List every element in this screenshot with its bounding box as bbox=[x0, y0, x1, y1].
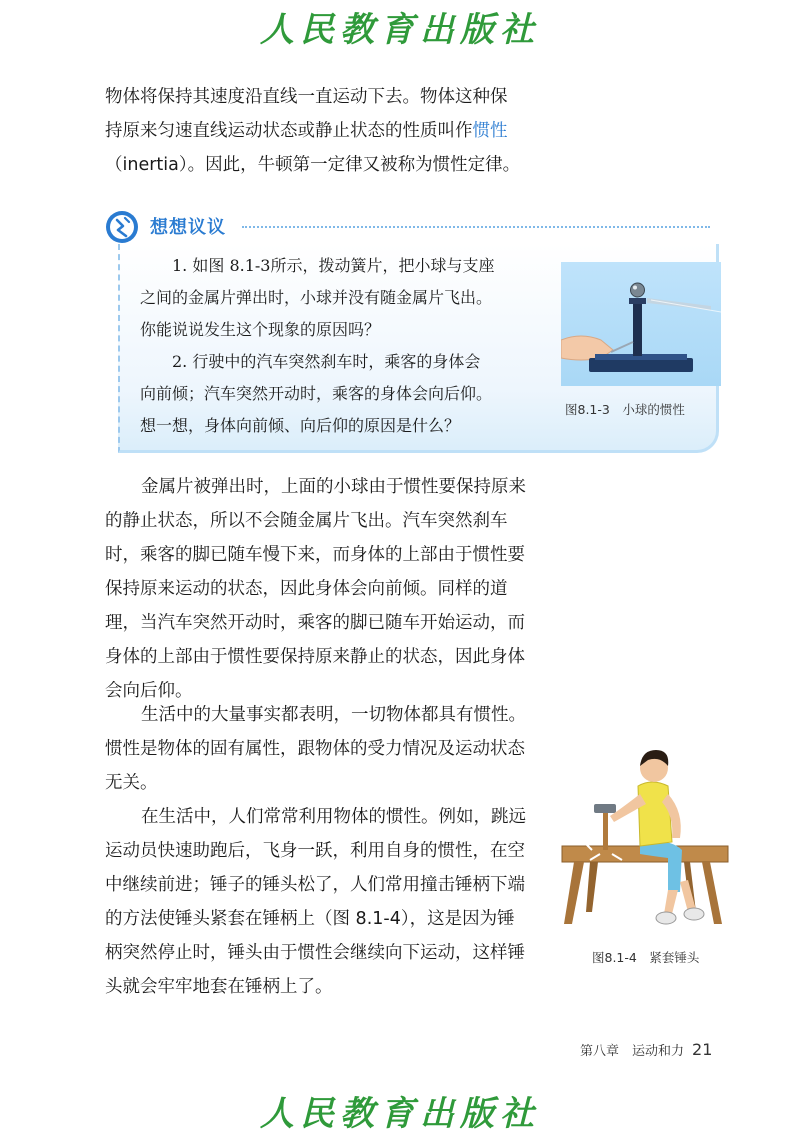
publisher-watermark-top: 人民教育出版社 bbox=[260, 10, 540, 50]
intro-line-1: 物体将保持其速度沿直线一直运动下去。物体这种保 bbox=[105, 87, 508, 107]
intro-line-3: （inertia）。因此，牛顿第一定律又被称为惯性定律。 bbox=[105, 155, 521, 175]
page-footer bbox=[580, 1040, 712, 1059]
discussion-question-2 bbox=[140, 346, 560, 442]
body-paragraph-2 bbox=[105, 698, 550, 800]
term-inertia: 惯性 bbox=[472, 121, 508, 141]
intro-line-2 bbox=[105, 114, 550, 148]
figure-1-caption: 图8.1-3 小球的惯性 bbox=[565, 402, 685, 417]
p3-line: 在生活中，人们常常利用物体的惯性。例如，跳远 bbox=[141, 807, 526, 827]
ball-apparatus-illustration bbox=[561, 262, 721, 386]
discussion-title: 想想议议 bbox=[150, 217, 226, 238]
body-paragraph-3 bbox=[105, 800, 550, 1004]
figure-ball-inertia bbox=[561, 262, 721, 386]
p1-line: 身体的上部由于惯性要保持原来静止的状态，因此身体 bbox=[105, 647, 525, 667]
page-number: 21 bbox=[692, 1040, 713, 1059]
q1-line: 之间的金属片弹出时，小球并没有随金属片飞出。 bbox=[140, 288, 493, 307]
body-paragraph-1 bbox=[105, 470, 550, 708]
boy-hammer-illustration bbox=[560, 742, 730, 932]
q2-line: 2. 行驶中的汽车突然刹车时，乘客的身体会 bbox=[172, 352, 481, 371]
q1-line: 1. 如图 8.1-3所示，拨动簧片，把小球与支座 bbox=[172, 256, 495, 275]
discussion-bulb-icon bbox=[104, 209, 140, 245]
p3-line: 头就会牢牢地套在锤柄上了。 bbox=[105, 977, 333, 997]
p3-line: 柄突然停止时，锤头由于惯性会继续向下运动，这样锤 bbox=[105, 943, 525, 963]
p3-line: 的方法使锤头紧套在锤柄上（图 8.1-4），这是因为锤 bbox=[105, 909, 515, 929]
figure-2-caption: 图8.1-4 紧套锤头 bbox=[592, 950, 700, 965]
figure-hammer-head bbox=[560, 742, 730, 932]
p2-line: 生活中的大量事实都表明，一切物体都具有惯性。 bbox=[141, 705, 526, 725]
intro-paragraph bbox=[105, 80, 550, 182]
p3-line: 运动员快速助跑后，飞身一跃，利用自身的惯性，在空 bbox=[105, 841, 525, 861]
q2-line: 想一想，身体向前倾、向后仰的原因是什么？ bbox=[140, 416, 461, 435]
intro-line-2-text: 持原来匀速直线运动状态或静止状态的性质叫作 bbox=[105, 121, 473, 141]
q1-line: 你能说说发生这个现象的原因吗？ bbox=[140, 320, 381, 339]
discussion-title-rule bbox=[242, 226, 710, 228]
p1-line: 保持原来运动的状态，因此身体会向前倾。同样的道 bbox=[105, 579, 508, 599]
q2-line: 向前倾；汽车突然开动时，乘客的身体会向后仰。 bbox=[140, 384, 493, 403]
p1-line: 的静止状态，所以不会随金属片飞出。汽车突然刹车 bbox=[105, 511, 508, 531]
p1-line: 理，当汽车突然开动时，乘客的脚已随车开始运动，而 bbox=[105, 613, 525, 633]
p1-line: 时，乘客的脚已随车慢下来，而身体的上部由于惯性要 bbox=[105, 545, 525, 565]
publisher-watermark-bottom: 人民教育出版社 bbox=[260, 1094, 540, 1134]
p3-line: 中继续前进；锤子的锤头松了，人们常用撞击锤柄下端 bbox=[105, 875, 525, 895]
p1-line: 会向后仰。 bbox=[105, 681, 193, 701]
p2-line: 无关。 bbox=[105, 773, 158, 793]
discussion-question-1 bbox=[140, 250, 560, 346]
p2-line: 惯性是物体的固有属性，跟物体的受力情况及运动状态 bbox=[105, 739, 525, 759]
chapter-label: 第八章 运动和力 bbox=[580, 1044, 685, 1059]
p1-line: 金属片被弹出时，上面的小球由于惯性要保持原来 bbox=[141, 477, 526, 497]
